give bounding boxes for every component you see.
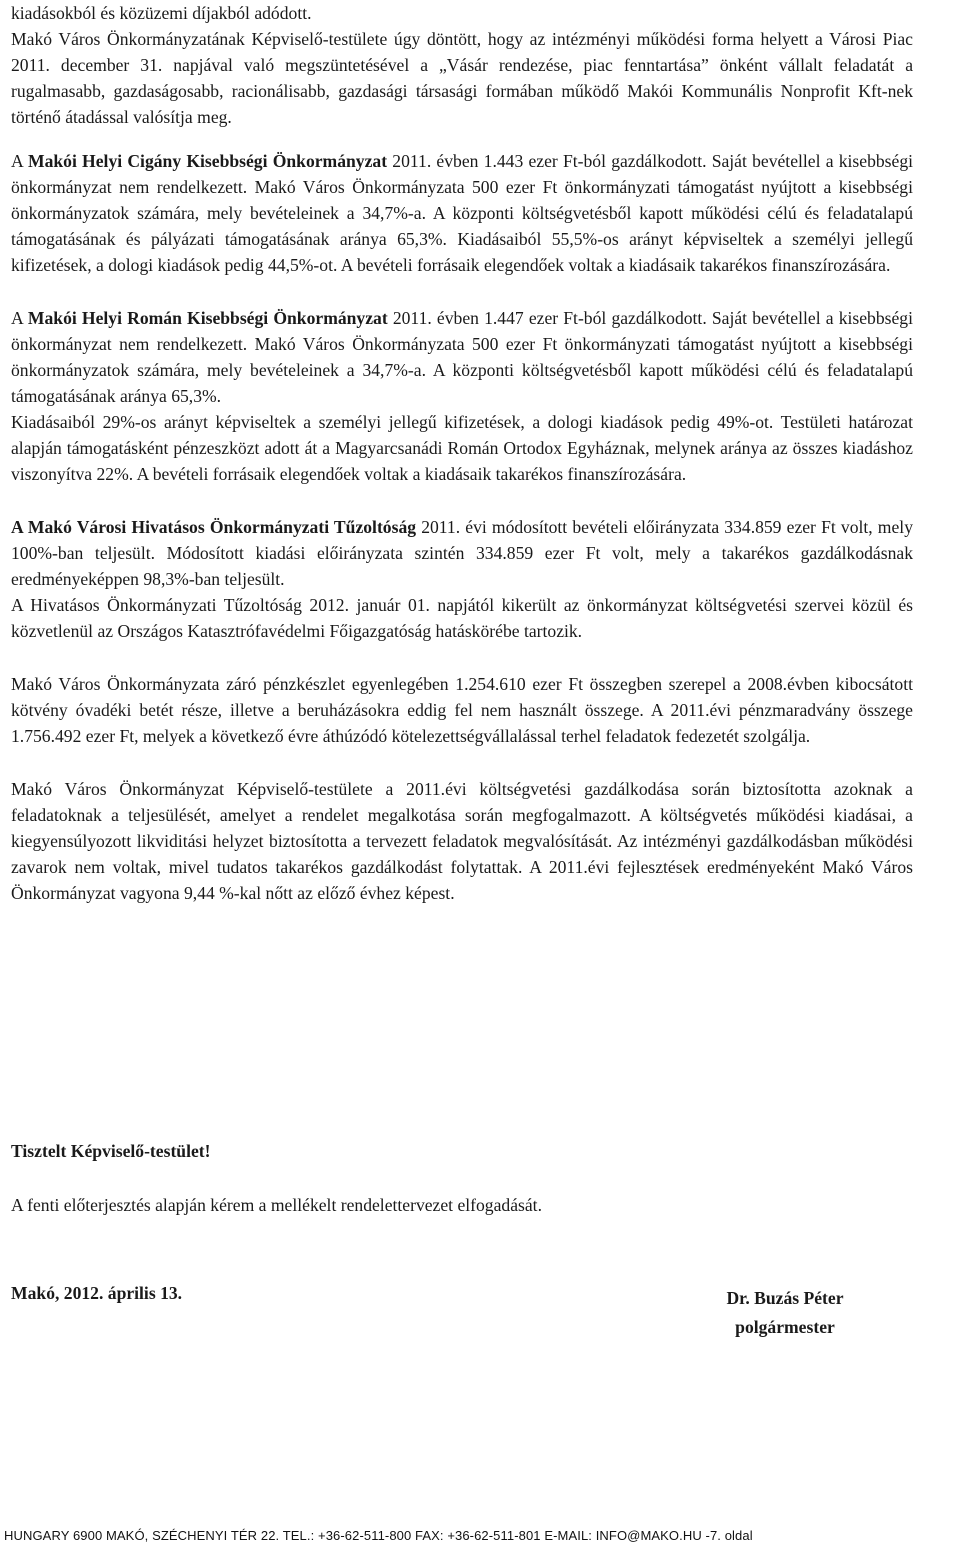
paragraph-summary: Makó Város Önkormányzat Képviselő-testülete a 2011.évi költségvetési gazdálkodása során biztosította azoknak a feladatoknak a teljesülését, amelyet a rendelet megalkotása során megfogalmazott. A költségvetés működési kiadásai, a kiegyensúlyozott likviditási helyzet biztosította a tervezett feladatok megvalósítását. Az intézményi gazdálkodásban működési zavarok nem voltak, mivel tudatos takarékos gazdálkodást folytattak. A 2011.évi fejlesztések eredményeként Makó Város Önkormányzat vagyona 9,44 %-kal nőtt az előző évhez képest. bbox=[11, 779, 913, 903]
signatory-title: polgármester bbox=[735, 1317, 835, 1337]
paragraph-romanian-minority bbox=[11, 305, 913, 409]
signature-block bbox=[700, 1284, 870, 1342]
paragraph-text: 2011. évben 1.443 ezer Ft-ból gazdálkodott. Saját bevétellel a kisebbségi önkormányzat nem rendelkezett. Makó Város Önkormányzata 500 ezer Ft önkormányzati támogatást nyújtott a kisebbségi önkormányzatok számára, mely bevételeinek a 34,7%-a. A központi költségvetésből kapott működési célú és feladatalapú támogatásának és pályázati támogatásának aránya 65,3%. Kiadásaiból 55,5%-os arányt képviseltek a személyi jellegű kifizetések, a dologi kiadások pedig 44,5%-ot. A bevételi forrásaik elegendőek voltak a kiadásaik takarékos finanszírozására. bbox=[11, 151, 913, 275]
greeting: Tisztelt Képviselő-testület! bbox=[11, 1141, 211, 1161]
paragraph-1: kiadásokból és közüzemi díjakból adódott. bbox=[11, 3, 312, 23]
paragraph-market: Makó Város Önkormányzatának Képviselő-testülete úgy döntött, hogy az intézményi működési forma helyett a Városi Piac 2011. december 31. napjával való megszüntetésével a „Vásár rendezése, piac fenntartása” önként vállalt feladatát a rugalmasabb, gazdaságosabb, racionálisabb, gazdasági társasági formában működő Makói Kommunális Nonprofit Kft-nek történő átadással valósítja meg. bbox=[11, 29, 913, 127]
paragraph-roma-minority bbox=[11, 148, 913, 278]
signatory-name: Dr. Buzás Péter bbox=[726, 1288, 844, 1308]
paragraph-fire-department-transfer: A Hivatásos Önkormányzati Tűzoltóság 2012. január 01. napjától kikerült az önkormányzat költségvetési szervei közül és közvetlenül az Országos Katasztrófavédelmi Főigazgatóság hatáskörébe tartozik. bbox=[11, 595, 913, 641]
paragraph-text: 2011. évben 1.447 ezer Ft-ból gazdálkodott. Saját bevétellel a kisebbségi önkormányzat nem rendelkezett. Makó Város Önkormányzata 500 ezer Ft önkormányzati támogatást nyújtott a kisebbségi önkormányzatok számára, mely bevételeinek a 34,7%-a. A központi költségvetésből kapott működési célú és feladatalapú támogatásának aránya 65,3%. bbox=[11, 308, 913, 406]
paragraph-prefix: A bbox=[11, 308, 28, 328]
paragraph-cash-balance: Makó Város Önkormányzata záró pénzkészlet egyenlegében 1.254.610 ezer Ft összegben szerepel a 2008.évben kibocsátott kötvény óvadéki betét része, illetve a beruházásokra eddig fel nem használt összege. A 2011.évi pénzmaradvány összege 1.756.492 ezer Ft, melyek a következő évre áthúzódó kötelezettségvállalással terhel feladatok fedezetét szolgálja. bbox=[11, 674, 913, 746]
document-body bbox=[11, 0, 913, 906]
date-line: Makó, 2012. április 13. bbox=[11, 1283, 183, 1303]
closing-request: A fenti előterjesztés alapján kérem a mellékelt rendelettervezet elfogadását. bbox=[11, 1195, 542, 1215]
paragraph-text: 2011. évi módosított bevételi előirányzata 334.859 ezer Ft volt, mely 100%-ban teljesült. Módosított kiadási előirányzata szintén 334.859 ezer Ft volt, mely a takarékos gazdálkodásnak eredményeképpen 98,3%-ban teljesült. bbox=[11, 517, 913, 589]
paragraph-prefix: A bbox=[11, 151, 28, 171]
roma-minority-name: Makói Helyi Cigány Kisebbségi Önkormányzat bbox=[27, 151, 388, 171]
page-footer: HUNGARY 6900 MAKÓ, SZÉCHENYI TÉR 22. TEL.: +36-62-511-800 FAX: +36-62-511-801 E-MAIL: INFO@MAKO.HU -7. oldal bbox=[4, 1528, 753, 1543]
paragraph-fire-department bbox=[11, 514, 913, 592]
romanian-minority-name: Makói Helyi Román Kisebbségi Önkormányzat bbox=[27, 308, 388, 328]
paragraph-romanian-expenses: Kiadásaiból 29%-os arányt képviseltek a személyi jellegű kifizetések, a dologi kiadások pedig 49%-ot. Testületi határozat alapján támogatásként pénzeszközt adott át a Magyarcsanádi Román Ortodox Egyháznak, melynek aránya az összes kiadáshoz viszonyítva 22%. A bevételi forrásaik elegendőek voltak a kiadásaik takarékos finanszírozására. bbox=[11, 412, 913, 484]
fire-department-name: A Makó Városi Hivatásos Önkormányzati Tűzoltóság bbox=[11, 517, 417, 537]
